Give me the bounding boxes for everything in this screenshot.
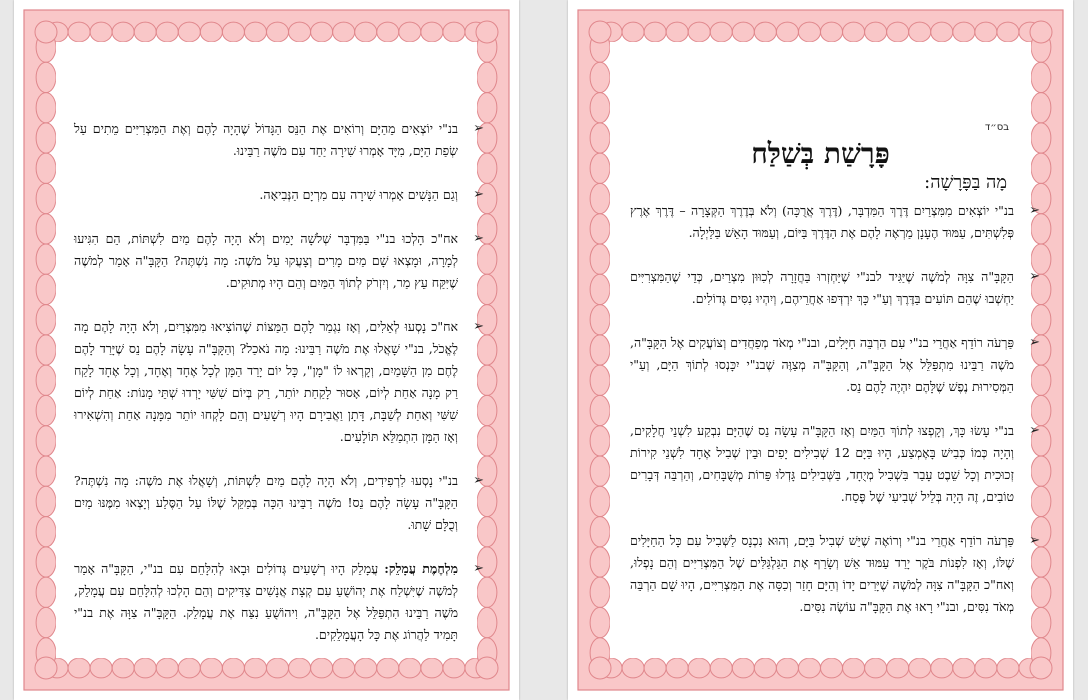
list-item-text: וְגַם הַנָּשִׁים אָמְרוּ שִׁירָה עִם מִרְיָם הַנְּבִיאָה. — [259, 187, 458, 202]
list-item — [630, 530, 1042, 618]
list-item — [74, 316, 486, 448]
arrow-bullet-icon: ➢ — [1029, 423, 1040, 438]
bsd-header: בס״ד — [984, 122, 1009, 133]
list-item-text: בנ"י יוֹצְאִים מֵהַיָּם וְרוֹאִים אֶת הַנֵּס הַגָּדוֹל שֶׁהָיָה לָהֶם וְאֶת הַמִּצְרִיִּים מֵתִים עַל שְׂפַת הַיָּם, מִיָּד אָמְרוּ שִׁירָה יַחַד עִם מֹשֶׁה רַבֵּינוּ. — [74, 121, 458, 158]
list-item-text: פַּרְעֹה רוֹדֵף אַחֲרֵי בנ"י וְרוֹאֶה שֶׁיֵּשׁ שְׁבִיל בַּיָּם, וְהוּא נִכְנָס לַשְּׁבִיל עִם כָּל הַחַיָּלִים שֶׁלּוֹ, וְאָז לִפְנוֹת בֹּקֶר יָרַד עַמּוּד אֵשׁ וְשָׂרַף אֶת הַגַּלְגַּלִּים שֶׁל הַמִּצְרִיִּים וְהֵם נָפְלוּ, וְאח"כ הַקָּבָּ"ה צִוָּה לְמֹשֶׁה שֶׁיָּרִים יָדוֹ וְהַיָּם חָזַר וְכִסָּה אֶת הַמִּצְרִיִּים, הָיוּ שָׁם הַרְבֵּה מְאֹד נִסִּים, ובנ"י רָאוּ אֶת הַקָּבָּ"ה עוֹשֶׂה נִסִּים. — [630, 533, 1014, 614]
list-item-text: אח"כ הָלְכוּ בנ"י בַּמִּדְבָּר שְׁלֹשָׁה יָמִים וְלֹא הָיָה לָהֶם מַיִם לִשְׁתּוֹת, הֵם הִגִּיעוּ לְמָרָה, וּמָצְאוּ שָׁם מַיִם מָרִים וְצָעֲקוּ עַל מֹשֶׁה: מָה נִשְׁתֶּה? הַקָּבָּ"ה אָמַר לְמֹשֶׁה שֶׁיִּקַּח עֵץ מַר, וְיִזְרֹק לְתוֹךְ הַמַּיִם וְהֵם הָיוּ מְתוּקִים. — [74, 231, 458, 290]
list-item — [630, 200, 1042, 244]
page-title: פָּרָשַׁת בְּשַׁלַּח — [751, 137, 890, 170]
section-heading: מָה בַּפָּרָשָׁה: — [924, 172, 1007, 193]
list-item-text: בנ"י יוֹצְאִים מִמִּצְרַיִם דֶּרֶךְ הַמִּדְבָּר, (דֶּרֶךְ אֲרֻכָּה) וְלֹא בְּדֶרֶךְ הַקְּצָרָה – דֶּרֶךְ אֶרֶץ פְּלִשְׁתִּים, עַמּוּד הֶעָנָן מַרְאֶה לָהֶם אֶת הַדֶּרֶךְ בַּיּוֹם, וְעַמּוּד הָאֵשׁ בַּלַּיְלָה. — [630, 203, 1014, 240]
list-item-text: פַּרְעֹה רוֹדֵף אַחֲרֵי בנ"י עִם הַרְבֵּה חַיָּלִים, ובנ"י מְאֹד מְפַחֲדִים וְצוֹעֲקִים אֶל הַקָּבָּ"ה, מֹשֶׁה רַבֵּינוּ מִתְפַּלֵּל אֶל הַקָּבָּ"ה, וְהַקָּבָּ"ה מְצַוֶּה שֶׁבנ"י יִכָּנְסוּ לְתוֹךְ הַיָּם, וְעַ"י הַמְּסִירוּת נֶפֶשׁ שֶׁלָּהֶם יִהְיֶה לָהֶם נֵס. — [630, 335, 1014, 394]
list-item — [630, 332, 1042, 398]
arrow-bullet-icon: ➢ — [473, 561, 484, 576]
page-gap — [528, 0, 560, 689]
list-item-text: בנ"י נָסְעוּ לִרְפִידִים, וְלֹא הָיָה לָהֶם מַיִם לִשְׁתּוֹת, וְשָׁאֲלוּ אֶת מֹשֶׁה: מָה נִשְׁתֶּה? הַקָּבָּ"ה עָשָׂה לָהֶם נֵס! מֹשֶׁה רַבֵּינוּ הִכָּה בְּמַקֵּל שֶׁלּוֹ עַל הַסֶּלַע וְיָצְאוּ מִמֶּנּוּ מַיִם וְכֻלָּם שָׁתוּ. — [74, 473, 458, 532]
arrow-bullet-icon: ➢ — [473, 231, 484, 246]
document-page-right — [568, 0, 1073, 700]
list-item-text: הַקָּבָּ"ה צִוָּה לְמֹשֶׁה שֶׁיַּגִּיד לבנ"י שֶׁיַּחְזְרוּ בַּחֲזָרָה לְכִוּוּן מִצְרַיִם, כְּדֵי שֶׁהַמִּצְרִיִּים יַחְשְׁבוּ שֶׁהֵם תּוֹעִים בַּדֶּרֶךְ וְעַ"י כָּךְ יִרְדְּפוּ אַחֲרֵיהֶם, וְיִהְיוּ נִסִּים גְּדוֹלִים. — [630, 269, 1014, 306]
arrow-bullet-icon: ➢ — [473, 187, 484, 202]
list-item-text: עֲמָלֵק הָיוּ רְשָׁעִים גְּדוֹלִים וּבָאוּ לְהִלָּחֵם עִם בנ"י, הַקָּבָּ"ה אָמַר לְמֹשֶׁה שֶׁיִּשְׁלַח אֶת יְהוֹשֻׁעַ עִם קְצָת אֲנָשִׁים צַדִּיקִים וְהֵם הָלְכוּ לְהִלָּחֵם עִם עֲמָלֵק, מֹשֶׁה רַבֵּינוּ הִתְפַּלֵּל אֶל הַקָּבָּ"ה, וִיהוֹשֻׁעַ נִצַּח אֶת עֲמָלֵק. הַקָּבָּ"ה צִוָּה אֶת בנ"י תָּמִיד לַהֲרוֹג אֶת כָּל הָעֲמָלֵקִים. — [74, 561, 458, 642]
page-body-right — [630, 200, 1042, 640]
list-item-text: אח"כ נָסְעוּ לְאֵלִים, וְאָז נִגְמַר לָהֶם הַמַּצּוֹת שֶׁהוֹצִיאוּ מִמִּצְרַיִם, וְלֹא הָיָה לָהֶם מָה לֶאֱכֹל, בנ"י שָׁאֲלוּ אֶת מֹשֶׁה רַבֵּינוּ: מָה נֹאכַל? וְהַקָּבָּ"ה עָשָׂה לָהֶם נֵס שֶׁיָּרַד לָהֶם לֶחֶם מִן הַשָּׁמַיִם, וְקָרְאוּ לוֹ "מָן", כָּל יוֹם יָרַד הַמָּן לְכָל אֶחָד וְאֶחָד, וְכָל אֶחָד לָקַח רַק מָנָה אַחַת לְיוֹם, אָסוּר לָקַחַת יוֹתֵר, רַק בְּיוֹם שִׁשִּׁי יָרְדוּ שְׁתֵּי מָנוֹת: אַחַת לְיוֹם שִׁשִּׁי וְאַחַת לְשַׁבָּת, דָּתָן וַאֲבִירָם הָיוּ רְשָׁעִים וְהֵם לָקְחוּ יוֹתֵר מִמָּנָה אַחַת וְהִשְׁאִירוּ וְאָז הַמָּן הִתְמַלֵּא תּוֹלָעִים. — [74, 319, 458, 444]
list-item — [74, 118, 486, 162]
list-item — [630, 420, 1042, 508]
list-item — [74, 184, 486, 206]
page-body-left — [74, 118, 486, 668]
arrow-bullet-icon: ➢ — [473, 319, 484, 334]
list-item — [74, 558, 486, 646]
arrow-bullet-icon: ➢ — [473, 473, 484, 488]
list-item-text: בנ"י עָשׂוּ כָּךְ, וְקָפְצוּ לְתוֹךְ הַמַּיִם וְאָז הַקָּבָּ"ה עָשָׂה נֵס שֶׁהַיָּם נִבְקַע לִשְׁנֵי חֲלָקִים, וְהָיָה כְּמוֹ כְּבִישׁ בָּאֶמְצַע, הָיוּ בַּיָּם 12 שְׁבִילִים יָפִים וּבֵין שְׁבִיל אֶחָד לִשְׁנֵי קִירוֹת זְכוּכִית וְכָל שֵׁבֶט עָבַר בִּשְׁבִיל מְיֻחָד, בַּשְּׁבִילִים גָּדְלוּ פֵּרוֹת מְשֻׁבָּחִים, וְהַרְבֵּה דְּבָרִים טוֹבִים, זֶה הָיָה בְּלֵיל שְׁבִיעִי שֶׁל פֶּסַח. — [630, 423, 1014, 504]
arrow-bullet-icon: ➢ — [1029, 335, 1040, 350]
list-item — [630, 266, 1042, 310]
list-item-lead: מִלְחֶמֶת עֲמָלֵק: — [384, 561, 458, 576]
list-item — [74, 470, 486, 536]
list-item — [74, 228, 486, 294]
arrow-bullet-icon: ➢ — [1029, 533, 1040, 548]
arrow-bullet-icon: ➢ — [1029, 203, 1040, 218]
arrow-bullet-icon: ➢ — [473, 121, 484, 136]
arrow-bullet-icon: ➢ — [1029, 269, 1040, 284]
document-page-left — [14, 0, 519, 700]
